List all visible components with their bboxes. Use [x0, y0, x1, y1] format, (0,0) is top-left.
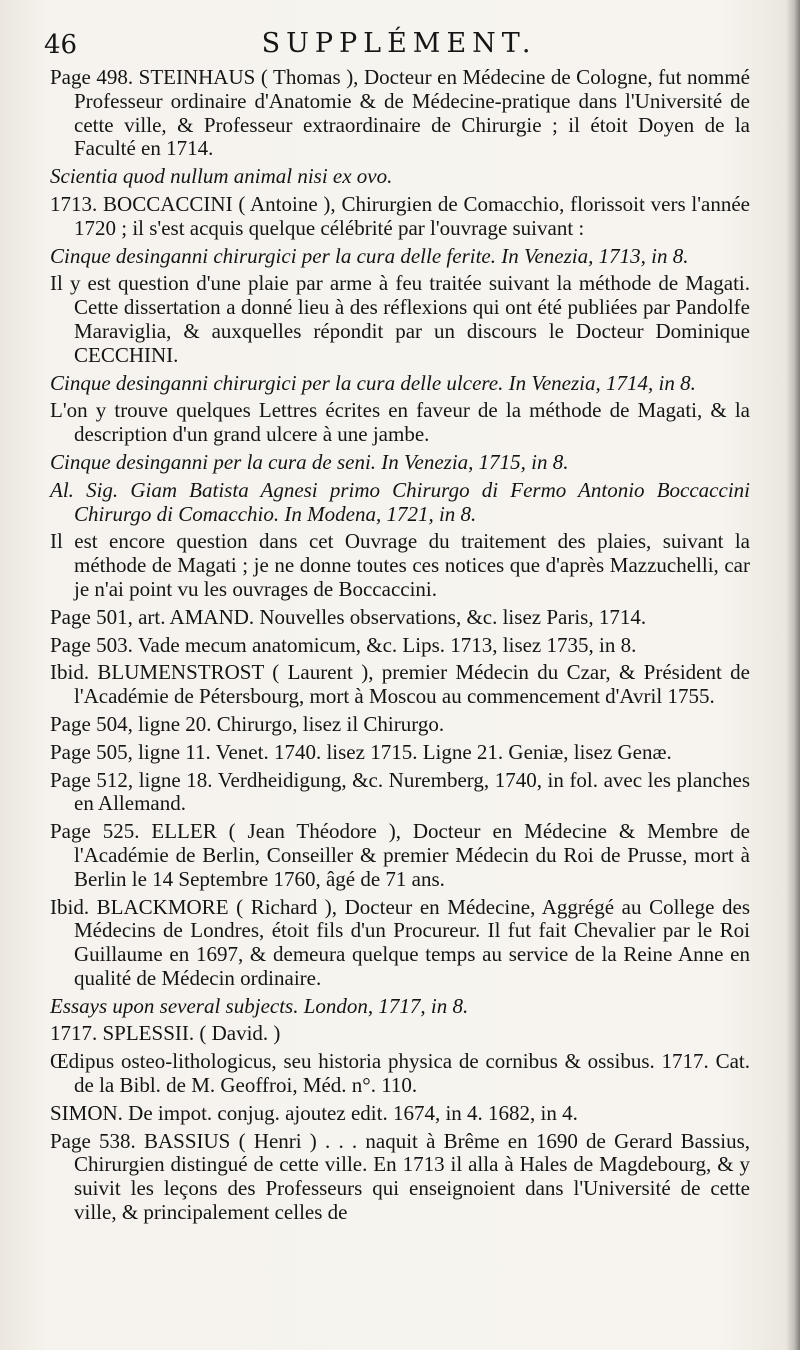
text-entry: Page 505, ligne 11. Venet. 1740. lisez 1715. Ligne 21. Geniæ, lisez Genæ.	[50, 739, 672, 764]
text-entry: L'on y trouve quelques Lettres écrites en faveur de la méthode de Magati, & la description d'un grand ulcere à une jambe.	[50, 398, 750, 447]
text-entry: Il est encore question dans cet Ouvrage du traitement des plaies, suivant la méthode de Magati ; je ne donne toutes ces notices que d'après Mazzuchelli, car je n'ai point vu les ouvrages de Boccaccini.	[50, 529, 750, 601]
text-entry: Page 525. ELLER ( Jean Théodore ), Docteur en Médecine & Membre de l'Académie de Berlin, Conseiller & premier Médecin du Roi de Prusse, mort à Berlin le 14 Septembre 1760, âgé de 71 ans.	[50, 819, 750, 891]
text-entry: Essays upon several subjects. London, 1717, in 8.	[50, 993, 469, 1018]
text-entry: Page 498. STEINHAUS ( Thomas ), Docteur en Médecine de Cologne, fut nommé Professeur ordinaire d'Anatomie & de Médecine-pratique dans l'Université de cette ville, & Professeur extraordinaire de Chirurgie ; il étoit Doyen de la Faculté en 1714.	[50, 65, 750, 161]
text-entry: Page 512, ligne 18. Verdheidigung, &c. Nuremberg, 1740, in fol. avec les planches en Allemand.	[50, 767, 750, 816]
page-header	[44, 24, 754, 66]
text-entry: Ibid. BLACKMORE ( Richard ), Docteur en Médecine, Aggrégé au College des Médecins de Londres, étoit fils d'un Procureur. Il fut fait Chevalier par le Roi Guillaume en 1697, & demeura quelque temps au service de la Reine Anne en qualité de Médecin ordinaire.	[50, 894, 750, 990]
text-entry: Al. Sig. Giam Batista Agnesi primo Chirurgo di Fermo Antonio Boccaccini Chirurgo di Comacchio. In Modena, 1721, in 8.	[50, 477, 750, 526]
page-edge-shadow	[786, 0, 800, 1350]
text-entry: Cinque desinganni chirurgici per la cura delle ulcere. In Venezia, 1714, in 8.	[50, 370, 696, 395]
page-number: 46	[44, 30, 78, 60]
text-entry: Page 501, art. AMAND. Nouvelles observations, &c. lisez Paris, 1714.	[50, 604, 647, 629]
text-entry: Scientia quod nullum animal nisi ex ovo.	[50, 164, 393, 189]
text-entry: 1717. SPLESSII. ( David. )	[50, 1021, 281, 1046]
text-entry: SIMON. De impot. conjug. ajoutez edit. 1674, in 4. 1682, in 4.	[50, 1100, 578, 1125]
text-block	[50, 66, 750, 1229]
text-entry: Il y est question d'une plaie par arme à feu traitée suivant la méthode de Magati. Cette dissertation a donné lieu à des réflexions qui ont été publiées par Pandolfe Maraviglia, & auxquelles répondit par un discours le Docteur Dominique CECCHINI.	[50, 271, 750, 367]
running-title: SUPPLÉMENT.	[261, 28, 537, 59]
text-entry: Ibid. BLUMENSTROST ( Laurent ), premier Médecin du Czar, & Président de l'Académie de Pétersbourg, mort à Moscou au commencement d'Avril 1755.	[50, 660, 750, 709]
text-entry: 1713. BOCCACCINI ( Antoine ), Chirurgien de Comacchio, florissoit vers l'année 1720 ; il s'est acquis quelque célébrité par l'ouvrage suivant :	[50, 191, 750, 240]
text-entry: Cinque desinganni per la cura de seni. In Venezia, 1715, in 8.	[50, 449, 569, 474]
text-entry: Cinque desinganni chirurgici per la cura delle ferite. In Venezia, 1713, in 8.	[50, 243, 689, 268]
text-entry: Page 503. Vade mecum anatomicum, &c. Lips. 1713, lisez 1735, in 8.	[50, 632, 637, 657]
text-entry: Œdipus osteo-lithologicus, seu historia physica de cornibus & ossibus. 1717. Cat. de la Bibl. de M. Geoffroi, Méd. n°. 110.	[50, 1049, 750, 1098]
text-entry: Page 538. BASSIUS ( Henri ) . . . naquit à Brême en 1690 de Gerard Bassius, Chirurgien distingué de cette ville. En 1713 il alla à Hales de Magdebourg, & y suivit les leçons des Professeurs qui enseignoient dans l'Université de cette ville, & principalement celles de	[50, 1128, 750, 1225]
text-entry: Page 504, ligne 20. Chirurgo, lisez il Chirurgo.	[50, 711, 445, 736]
